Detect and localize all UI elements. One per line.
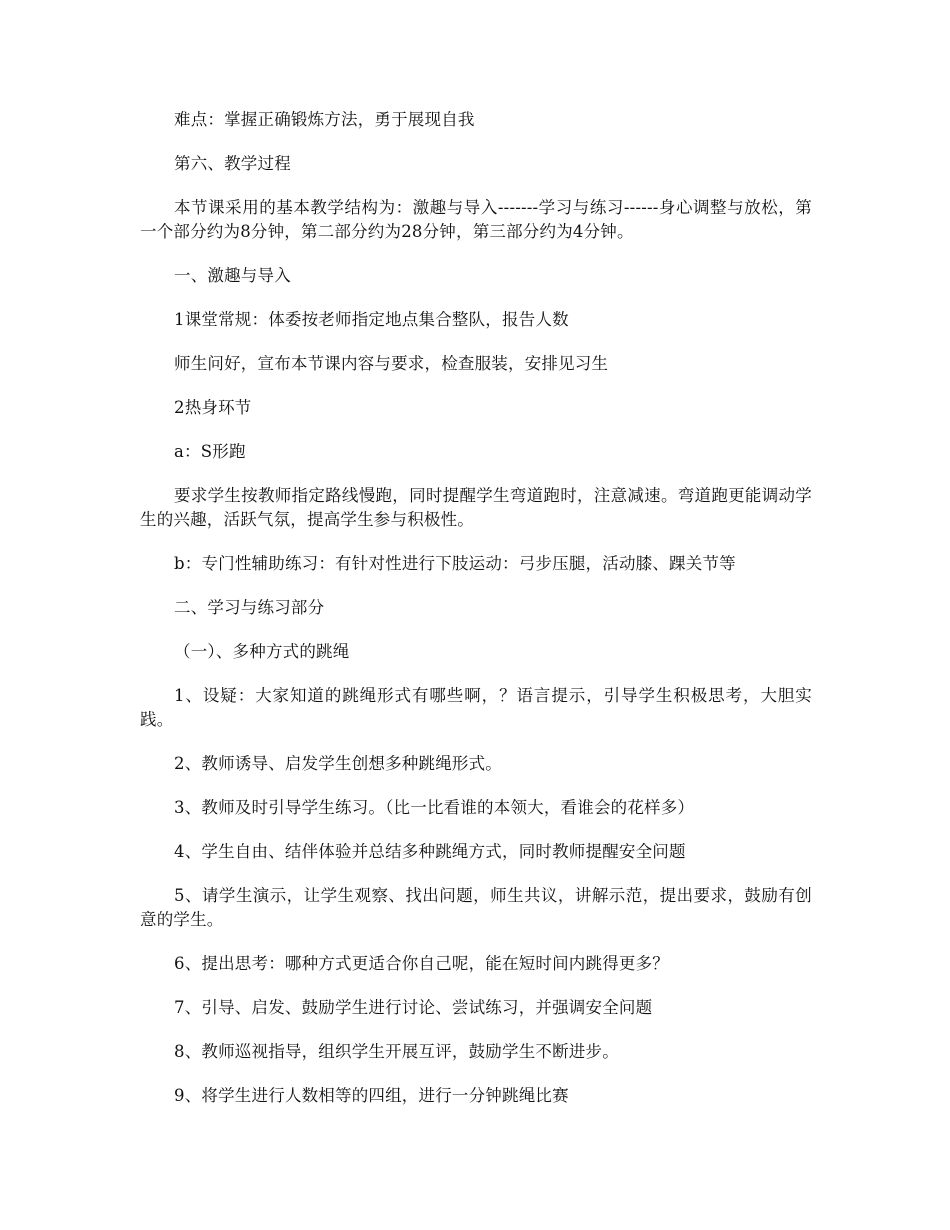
list-item-9: 9、将学生进行人数相等的四组，进行一分钟跳绳比赛 xyxy=(174,1086,569,1105)
heading-section-six: 第六、教学过程 xyxy=(174,154,291,173)
list-item-1: 1、设疑：大家知道的跳绳形式有哪些啊，？语言提示，引导学生积极思考，大胆实践。 xyxy=(140,686,812,729)
list-item-6: 6、提出思考：哪种方式更适合你自己呢，能在短时间内跳得更多？ xyxy=(174,954,669,973)
paragraph-run-requirements: 要求学生按教师指定路线慢跑，同时提醒学生弯道跑时，注意减速。弯道跑更能调动学生的兴趣，活跃气氛，提高学生参与积极性。 xyxy=(140,486,812,529)
list-item-8: 8、教师巡视指导，组织学生开展互评，鼓励学生不断进步。 xyxy=(174,1042,619,1061)
list-item-2: 2、教师诱导、启发学生创想多种跳绳形式。 xyxy=(174,754,502,773)
list-item-3: 3、教师及时引导学生练习。（比一比看谁的本领大，看谁会的花样多） xyxy=(174,798,695,817)
list-item-4: 4、学生自由、结伴体验并总结多种跳绳方式，同时教师提醒安全问题 xyxy=(174,842,686,861)
list-item-5: 5、请学生演示，让学生观察、找出问题，师生共议，讲解示范，提出要求，鼓励有创意的学生。 xyxy=(140,886,812,929)
list-item-7: 7、引导、启发、鼓励学生进行讨论、尝试练习，并强调安全问题 xyxy=(174,998,653,1017)
paragraph-warmup: 2热身环节 xyxy=(174,398,252,417)
paragraph-routine: 1课堂常规：体委按老师指定地点集合整队，报告人数 xyxy=(174,310,569,329)
heading-part-two: 二、学习与练习部分 xyxy=(174,598,325,617)
paragraph-greeting: 师生问好，宣布本节课内容与要求，检查服装，安排见习生 xyxy=(174,354,609,373)
paragraph-s-run: a：S形跑 xyxy=(174,442,246,461)
paragraph-structure: 本节课采用的基本教学结构为：激趣与导入-------学习与练习------身心调整与放松，第一个部分约为8分钟，第二部分约为28分钟，第三部分约为4分钟。 xyxy=(140,198,812,241)
paragraph-auxiliary-exercise: b：专门性辅助练习：有针对性进行下肢运动：弓步压腿，活动膝、踝关节等 xyxy=(174,554,736,573)
heading-jump-rope: （一）、多种方式的跳绳 xyxy=(174,642,350,661)
paragraph-difficulty: 难点：掌握正确锻炼方法，勇于展现自我 xyxy=(174,110,475,129)
document-body xyxy=(140,108,812,1128)
heading-part-one: 一、激趣与导入 xyxy=(174,266,291,285)
